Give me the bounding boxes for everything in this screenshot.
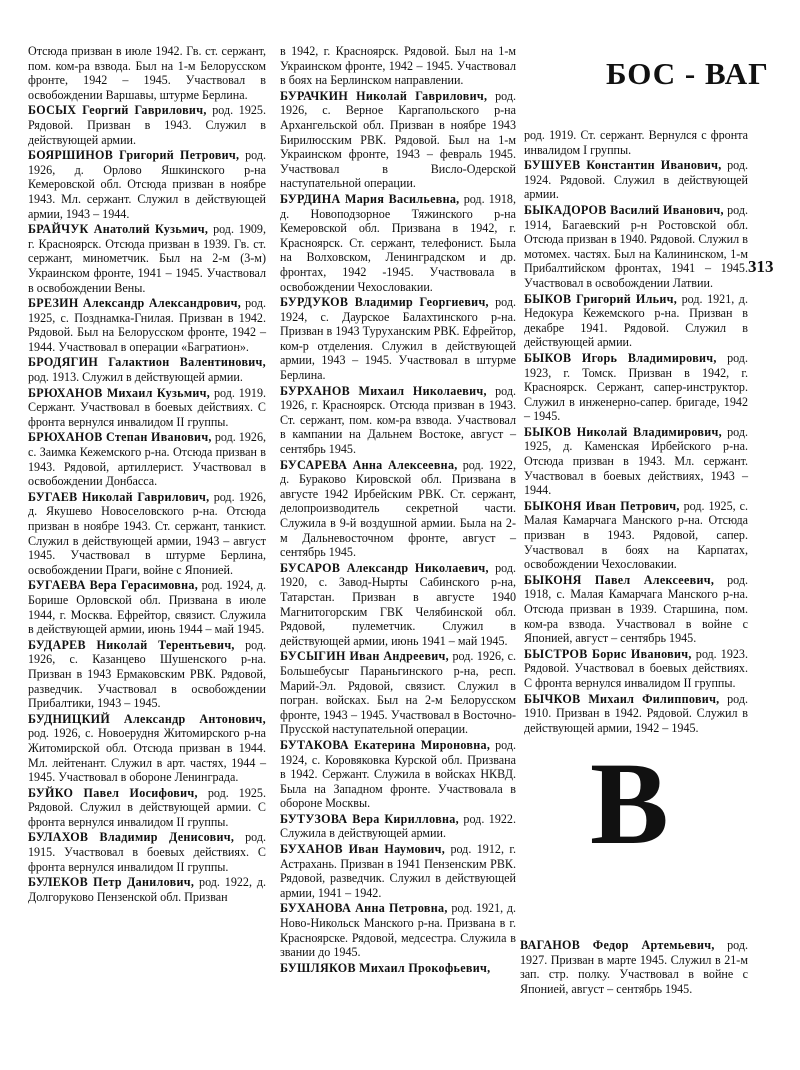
column-3: [524, 128, 748, 736]
entry-text: род. 1924, д. Борише Орловской обл. Призвана в июле 1944, г. Москва. Ефрейтор, связист. Служила в действующей армии, июнь 1944 – май 1945.: [28, 578, 266, 637]
entry-text: род. 1924, с. Даурское Балахтинского р-на. Призван в 1943 Туруханским РВК. Ефрейтор, ком-р отделения. Служил в действующей армии, 1943 – 1945. Участвовал в штурме Берлина.: [280, 295, 516, 383]
entry-name: БУХАНОВ Иван Наумович,: [280, 842, 446, 857]
entry-text: род. 1920, с. Завод-Нырты Сабинского р-на, Татарстан. Призван в августе 1940 Магнитогорским ГВК Челябинской обл. Рядовой, пулеметчик. Служил в действующей армии, июнь 1941 – май 1945.: [280, 560, 516, 648]
entry-text: род. 1923. Рядовой. Участвовал в боевых действиях. С фронта вернулся инвалидом II группы.: [524, 646, 748, 690]
entry-text: род. 1926, с. Верное Каргапольского р-на Архангельской обл. Призван в ноябре 1943 Бирилюсским РВК. Рядовой. Был на 1-м Украинском фронте, 1943 – февраль 1945. Участвовал в Висло-Одерской наступательной операции.: [280, 88, 516, 191]
biography-entry: [280, 295, 516, 383]
entry-name: БУДАРЕВ Николай Терентьевич,: [28, 637, 235, 652]
biography-entry: [28, 430, 266, 488]
biography-entry: [280, 384, 516, 457]
entry-text: род. 1913. Служил в действующей армии.: [28, 370, 243, 385]
entry-name: БУРАЧКИН Николай Гаврилович,: [280, 88, 488, 103]
entry-name: БУЛАХОВ Владимир Денисович,: [28, 830, 235, 845]
entry-text: род. 1925, д. Каменская Ирбейского р-на. Отсюда призван в 1943. Мл. сержант. Участвовал в боевых действиях, 1943 – 1944.: [524, 424, 748, 498]
entry-name: БЫКОВ Игорь Владимирович,: [524, 350, 717, 365]
entry-text: род. 1926, г. Красноярск. Отсюда призван в 1943. Ст. сержант, пом. ком-ра взвода. Участвовал в кампании на Дальнем Востоке, август – сентябрь 1945.: [280, 383, 516, 457]
entry-text: род. 1926, с. Большебусыг Параньгинского р-на, респ. Марий-Эл. Рядовой, связист. Служил в погран. войсках. Был на 2-м Белорусском фронте, 1943 – 1945. Участвовал в Восточно-Прусской наступательной операции.: [280, 649, 516, 737]
entry-text: род. 1919. Сержант. Участвовал в боевых действиях. С фронта вернулся инвалидом II группы.: [28, 385, 267, 429]
biography-entry: [524, 158, 748, 202]
entry-name: БРОДЯГИН Галактион Валентинович,: [28, 355, 266, 370]
entry-name: БУТАКОВА Екатерина Мироновна,: [280, 737, 491, 752]
entry-name: БЫКОНЯ Иван Петрович,: [524, 498, 680, 513]
entry-text: род. 1924. Рядовой. Служил в действующей армии.: [524, 158, 748, 202]
entry-text: род. 1915. Участвовал в боевых действиях. С фронта вернулся инвалидом II группы.: [28, 830, 266, 874]
biography-entry: [28, 490, 266, 578]
entry-text: род. 1926, с. Новоерудня Житомирского р-на Житомирской обл. Отсюда призван в 1944. Мл. лейтенант. Служил в арт. частях, 1944 – 1945. Участвовал в обороне Ленинграда.: [28, 726, 266, 785]
entry-name: БЫЧКОВ Михаил Филиппович,: [524, 691, 720, 706]
biography-entry: [28, 44, 266, 102]
entry-name: БУЙКО Павел Иосифович,: [28, 785, 198, 800]
biography-entry: [28, 355, 266, 384]
entry-text: род. 1918, д. Новоподзорное Тяжинского р-на Кемеровской обл. Призвана в 1942, г. Красноярск. Ст. сержант, телефонист. Была на Волховском, Ленинградском и др. фронтах, 1942 -1945. Участвовала в освобождении Чехословакии.: [280, 191, 516, 294]
biography-entry: [280, 561, 516, 649]
biography-entry: [524, 647, 748, 691]
entry-text: род. 1909, г. Красноярск. Отсюда призван в 1939. Гв. ст. сержант, минометчик. Был на 2-м (3-м) Украинском фронте, 1941 – 1945. Участвовал в освобождении Вены.: [28, 222, 266, 295]
biography-entry: [524, 573, 748, 646]
biography-entry: [280, 842, 516, 900]
biography-entry: [28, 296, 266, 354]
entry-name: БУШУЕВ Константин Иванович,: [524, 158, 722, 173]
biography-entry: [28, 103, 266, 147]
entry-text: род. 1914, Багаевский р-н Ростовской обл. Отсюда призван в 1940. Рядовой. Служил в мотомех. частях. Был на Калининском, 1-м Прибалтийском фронтах, 1941 – 1945. Участвовал в освобождении Латвии.: [524, 202, 748, 290]
biography-entry: [520, 938, 748, 996]
column-2: [280, 44, 516, 976]
entry-text: Отсюда призван в июле 1942. Гв. ст. сержант, пом. ком-ра взвода. Был на 1-м Белорусском фронте, 1942 – 1945. Участвовал в освобождении Варшавы, штурме Берлина.: [28, 44, 266, 102]
entry-text: род. 1922, д. Долгоруково Пензенской обл. Призван: [28, 875, 266, 904]
biography-entry: [280, 738, 516, 811]
biography-entry: [524, 425, 748, 498]
biography-entry: [28, 148, 266, 221]
section-heading: БОС - ВАГ: [606, 56, 769, 91]
biography-entry: [28, 786, 266, 830]
biography-entry: [28, 875, 266, 904]
biography-entry: [28, 222, 266, 295]
letter-heading: В: [590, 738, 669, 869]
entry-name: БРЮХАНОВ Степан Иванович,: [28, 430, 212, 445]
biography-entry: [28, 830, 266, 874]
biography-entry: [524, 292, 748, 350]
entry-text: в 1942, г. Красноярск. Рядовой. Был на 1-м Украинском фронте, 1942 – 1945. Участвовал в боях на Берлинском направлении.: [280, 44, 516, 88]
entry-name: БЫКОВ Николай Владимирович,: [524, 424, 722, 439]
column-3-letter-v: [520, 938, 748, 997]
biography-entry: [280, 89, 516, 191]
biography-entry: [280, 901, 516, 959]
entry-name: БУГАЕВ Николай Гаврилович,: [28, 489, 210, 504]
entry-text: род. 1921, д. Ново-Никольск Манского р-на. Призвана в г. Красноярске. Рядовой, медсестра. Служила в звании до 1945.: [280, 901, 516, 960]
entry-name: БУХАНОВА Анна Петровна,: [280, 901, 448, 916]
entry-name: БУСАРОВ Александр Николаевич,: [280, 560, 489, 575]
entry-name: БУРХАНОВ Михаил Николаевич,: [280, 383, 487, 398]
entry-text: род. 1922, д. Бураково Кировской обл. Призвана в августе 1942 Ирбейским РВК. Ст. сержант, делопроизводитель секретной части. Служила в 9-й воздушной армии. Была на 2-м Дальневосточном фронте, август – сентябрь 1945.: [280, 457, 516, 560]
entry-name: БРЕЗИН Александр Александрович,: [28, 296, 242, 311]
entry-name: БЫКАДОРОВ Василий Иванович,: [524, 202, 724, 217]
entry-name: БЫСТРОВ Борис Иванович,: [524, 646, 692, 661]
entry-text: род. 1922. Служила в действующей армии.: [280, 811, 516, 841]
entry-name: БЫКОВ Григорий Ильич,: [524, 291, 678, 306]
entry-name: БУЛЕКОВ Петр Данилович,: [28, 875, 195, 890]
entry-name: БОСЫХ Георгий Гаврилович,: [28, 103, 207, 118]
entry-name: БОЯРШИНОВ Григорий Петрович,: [28, 148, 240, 163]
entry-name: БРЮХАНОВ Михаил Кузьмич,: [28, 385, 211, 400]
entry-name: БУТУЗОВА Вера Кирилловна,: [280, 811, 459, 826]
biography-entry: [28, 386, 266, 430]
biography-entry: [524, 499, 748, 572]
biography-entry: [280, 961, 516, 976]
entry-text: род. 1926, с. Заимка Кежемского р-на. Отсюда призван в 1943. Рядовой, артиллерист. Участвовал в освобождении Донбасса.: [28, 430, 267, 489]
entry-name: БУСАРЕВА Анна Алексеевна,: [280, 457, 458, 472]
entry-name: ВАГАНОВ Федор Артемьевич,: [520, 938, 715, 952]
entry-text: род. 1925. Рядовой. Служил в действующей армии. С фронта вернулся инвалидом II группы.: [28, 785, 266, 829]
biography-entry: [28, 638, 266, 711]
entry-text: род. 1921, д. Недокура Кежемского р-на. Призван в декабре 1941. Рядовой. Служил в действующей армии.: [524, 291, 748, 350]
entry-name: БЫКОНЯ Павел Алексеевич,: [524, 572, 715, 587]
entry-text: род. 1924, с. Коровяковка Курской обл. Призвана в 1942. Сержант. Служила в войсках НКВД. Была на Западном фронте. Участвовала в обороне Москвы.: [280, 737, 517, 811]
entry-text: род. 1910. Призван в 1942. Рядовой. Служил в действующей армии, 1942 – 1945.: [524, 691, 748, 735]
biography-entry: [524, 128, 748, 157]
entry-name: БРАЙЧУК Анатолий Кузьмич,: [28, 222, 209, 237]
entry-text: род. 1919. Ст. сержант. Вернулся с фронта инвалидом I группы.: [524, 128, 748, 157]
biography-entry: [280, 649, 516, 737]
entry-text: род. 1925, с. Позднамка-Гнилая. Призван в 1942. Рядовой. Был на Белорусском фронте, 1942 – 1944. Участвовал в операции «Багратион».: [28, 296, 266, 354]
entry-text: род. 1925, с. Малая Камарчага Манского р-на. Отсюда призван в 1943. Рядовой, сапер. Участвовал в боях на Карпатах, освобождении Чехословакии.: [524, 498, 748, 572]
entry-name: БУГАЕВА Вера Герасимовна,: [28, 578, 199, 593]
entry-text: род. 1926, с. Казанцево Шушенского р-на. Призван в 1943 Ермаковским РВК. Рядовой, разведчик. Участвовал в освобождении Прибалтики, 1943 – 1945.: [28, 637, 266, 711]
column-1: [28, 44, 266, 905]
biography-entry: [280, 812, 516, 841]
page-number: 313: [748, 257, 774, 276]
entry-text: род. 1926, д. Орлово Яшкинского р-на Кемеровской обл. Отсюда призван в ноябре 1943. Мл. сержант. Служил в действующей армии, 1943 – 1944.: [28, 148, 266, 221]
biography-entry: [280, 192, 516, 294]
biography-entry: [280, 44, 516, 88]
biography-entry: [524, 203, 748, 291]
entry-name: БУШЛЯКОВ Михаил Прокофьевич,: [280, 960, 491, 975]
entry-text: род. 1912, г. Астрахань. Призван в 1941 Пензенским РВК. Рядовой, разведчик. Служил в действующей армии, 1941 – 1942.: [280, 842, 516, 900]
biography-entry: [28, 578, 266, 636]
entry-text: род. 1925. Рядовой. Призван в 1943. Служил в действующей армии.: [28, 103, 266, 147]
biography-entry: [28, 712, 266, 785]
entry-name: БУРДИНА Мария Васильевна,: [280, 191, 460, 206]
entry-text: род. 1918, с. Малая Камарчага Манского р-на. Отсюда призван в 1939. Старшина, пом. ком-ра взвода. Участвовал в войне с Японией, август – сентябрь 1945.: [524, 572, 748, 646]
biography-entry: [524, 351, 748, 424]
entry-name: БУСЫГИН Иван Андреевич,: [280, 649, 450, 664]
biography-entry: [280, 458, 516, 560]
entry-name: БУДНИЦКИЙ Александр Антонович,: [28, 711, 266, 726]
entry-text: род. 1927. Призван в марте 1945. Служил в 21-м зап. стр. полку. Участвовал в войне с Японией, август – сентябрь 1945.: [520, 938, 748, 996]
entry-text: род. 1926, д. Якушево Новоселовского р-на. Отсюда призван в ноябре 1943. Ст. сержант, танкист. Служил в действующей армии, 1943 – август 1945. Участвовал в штурме Берлина, освобождении Праги, войне с Японией.: [28, 489, 266, 577]
entry-name: БУРДУКОВ Владимир Георгиевич,: [280, 295, 489, 310]
biography-entry: [524, 692, 748, 736]
entry-text: род. 1923, г. Томск. Призван в 1942, г. Красноярск. Сержант, сапер-инструктор. Служил в инженерно-сапер. бригаде, 1942 – 1945.: [524, 350, 748, 424]
